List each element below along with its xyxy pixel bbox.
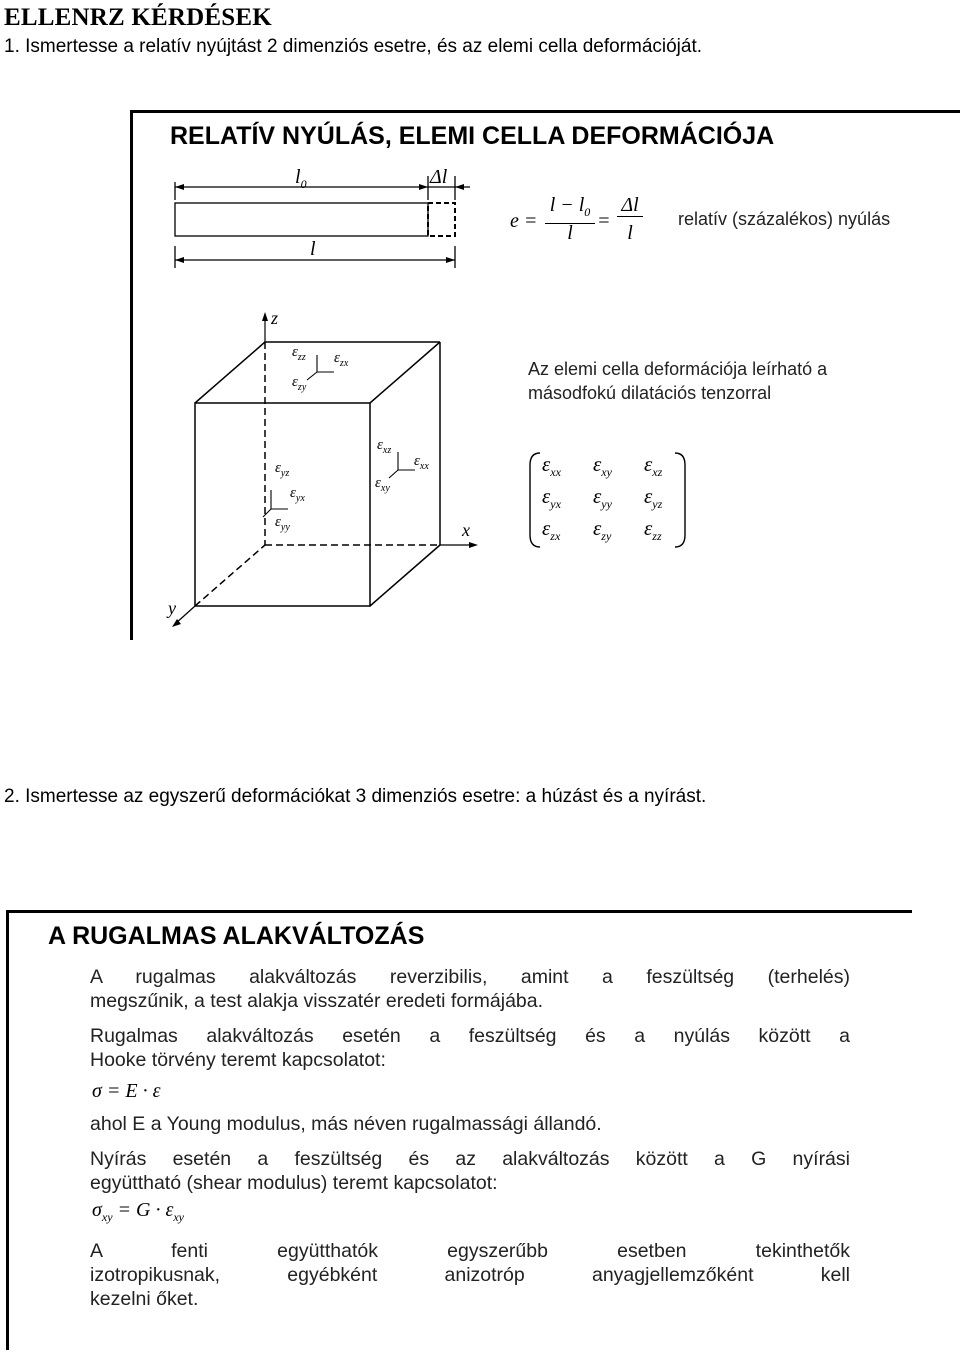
paragraph-2-line2: Hooke törvény teremt kapcsolatot: <box>90 1049 386 1071</box>
paragraph-4-line1: Nyírás esetén a feszültség és az alakváltozás között a G nyírási <box>90 1148 850 1170</box>
shear-formula: $\sigma_{xy} = G \cdot \varepsilon_{xy}$ <box>92 1199 185 1224</box>
paragraph-5-line3: kezelni őket. <box>90 1288 199 1310</box>
axis-label-z: z <box>271 308 279 328</box>
document-title: ELLENRZ KÉRDÉSEK <box>4 4 272 31</box>
label-delta-l: Δl <box>430 166 448 188</box>
paragraph-3: ahol E a Young modulus, más néven rugalmassági állandó. <box>90 1113 602 1135</box>
paragraph-4-line2: együttható (shear modulus) teremt kapcsolatot: <box>90 1172 498 1194</box>
tensor-cell-yx: $\varepsilon_{yx}$ <box>542 484 561 512</box>
tensor-cell-zy: $\varepsilon_{zy}$ <box>593 516 612 544</box>
formula-caption: relatív (százalékos) nyúlás <box>678 209 891 229</box>
tensor-cell-xz: $\varepsilon_{xz}$ <box>644 452 663 480</box>
paragraph-5-line2: izotropikusnak, egyébként anizotróp anyagjellemzőként kell <box>90 1264 850 1286</box>
strain-xz-label: $\varepsilon_{xz}$ <box>377 437 392 456</box>
strain-zy-label: $\varepsilon_{zy}$ <box>292 374 307 393</box>
strain-yx-label: $\varepsilon_{yx}$ <box>290 485 305 504</box>
formula-numerator-1: $l - l_0$ <box>545 194 595 224</box>
formula-lhs: e = <box>510 210 538 232</box>
strain-zx-label: $\varepsilon_{zx}$ <box>334 350 349 369</box>
question-2: 2. Ismertesse az egyszerű deformációkat 3 dimenziós esetre: a húzást és a nyírást. <box>4 786 707 807</box>
strain-yy-label: $\varepsilon_{yy}$ <box>275 514 290 533</box>
tensor-cell-xy: $\varepsilon_{xy}$ <box>593 452 612 480</box>
label-l0: $l_0$ <box>295 166 307 191</box>
axis-label-x: x <box>462 520 470 540</box>
formula-denominator-1: l <box>567 222 573 244</box>
paragraph-1-line1: A rugalmas alakváltozás reverzibilis, amint a feszültség (terhelés) <box>90 966 850 988</box>
tensor-cell-yz: $\varepsilon_{yz}$ <box>644 484 663 512</box>
slide-border-left <box>6 910 9 1350</box>
tensor-caption-line1: Az elemi cella deformációja leírható a <box>528 359 828 379</box>
strain-xx-label: $\varepsilon_{xx}$ <box>414 453 429 472</box>
question-1: 1. Ismertesse a relatív nyújtást 2 dimenziós esetre, és az elemi cella deformációját. <box>4 36 703 57</box>
tensor-cell-zz: $\varepsilon_{zz}$ <box>644 516 662 544</box>
tensor-caption-line2: másodfokú dilatációs tenzorral <box>528 383 772 403</box>
strain-zz-label: $\varepsilon_{zz}$ <box>292 344 306 363</box>
strain-xy-label: $\varepsilon_{xy}$ <box>375 475 390 494</box>
label-l: l <box>310 238 316 260</box>
strain-yz-label: $\varepsilon_{yz}$ <box>275 460 290 479</box>
paragraph-2-line1: Rugalmas alakváltozás esetén a feszültség és a nyúlás között a <box>90 1025 850 1047</box>
slide-border-top <box>6 910 912 913</box>
hooke-formula: σ = E · ε <box>92 1080 161 1102</box>
paragraph-5-line1: A fenti együtthatók egyszerűbb esetben tekinthetők <box>90 1240 850 1262</box>
tensor-cell-yy: $\varepsilon_{yy}$ <box>593 484 612 512</box>
slide2-title: A RUGALMAS ALAKVÁLTOZÁS <box>48 922 425 950</box>
formula-equals: = <box>597 210 611 232</box>
slide-elastic-deformation <box>6 910 912 1350</box>
tensor-cell-zx: $\varepsilon_{zx}$ <box>542 516 561 544</box>
paragraph-1-line2: megszűnik, a test alakja visszatér eredeti formájába. <box>90 990 544 1012</box>
slide-relative-strain <box>130 110 960 640</box>
formula-numerator-2: Δl <box>617 194 643 217</box>
tensor-cell-xx: $\varepsilon_{xx}$ <box>542 452 561 480</box>
slide1-title: RELATÍV NYÚLÁS, ELEMI CELLA DEFORMÁCIÓJA <box>170 122 775 150</box>
formula-denominator-2: l <box>627 222 633 244</box>
axis-label-y: y <box>168 598 176 618</box>
